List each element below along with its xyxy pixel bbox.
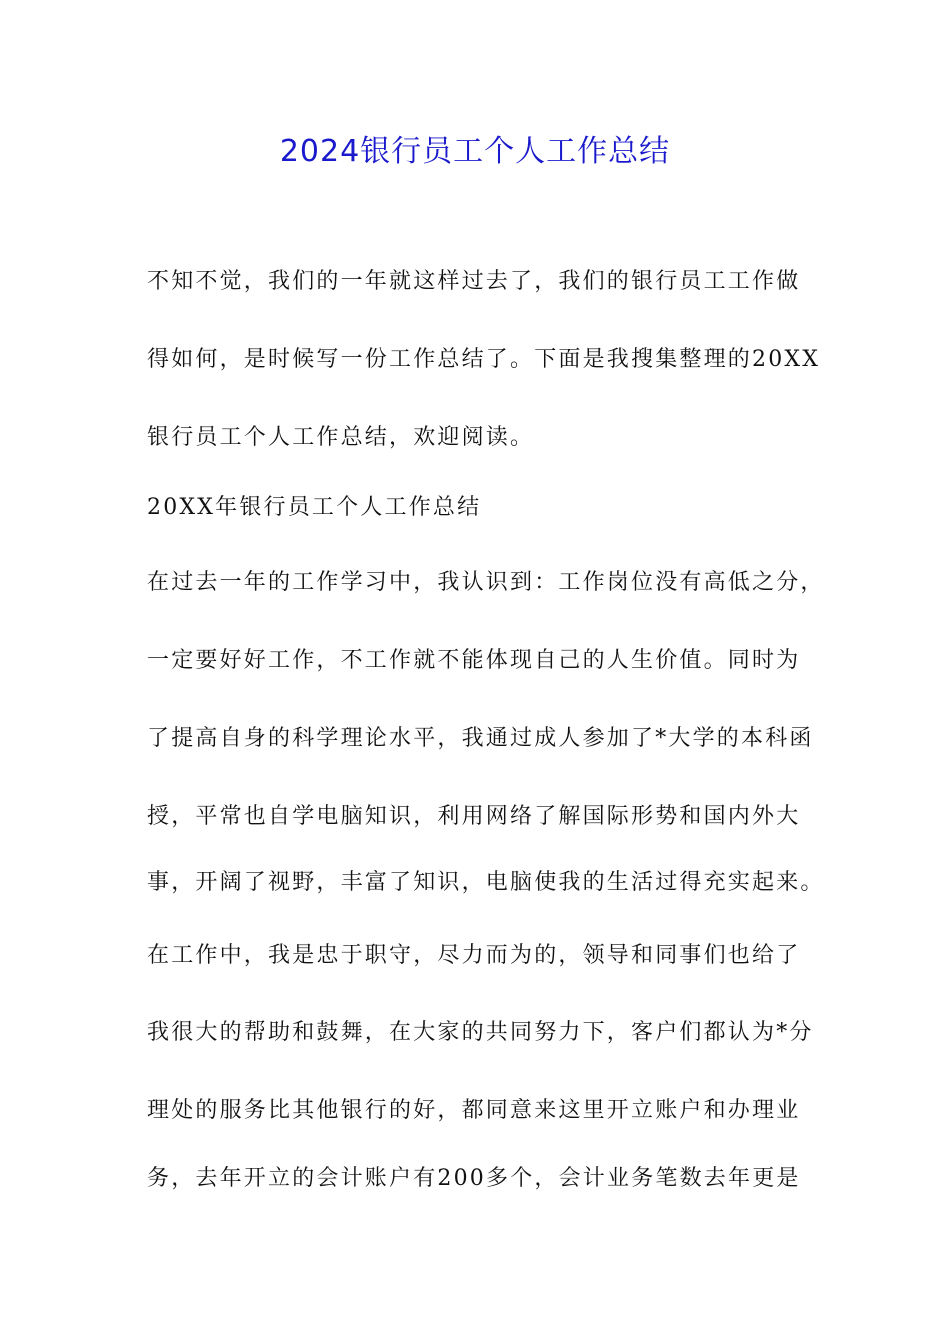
text-line: 事，开阔了视野，丰富了知识，电脑使我的生活过得充实起来。	[147, 870, 825, 895]
text-line: 了提高自身的科学理论水平，我通过成人参加了*大学的本科函	[147, 726, 814, 751]
document-title: 2024银行员工个人工作总结	[279, 134, 671, 169]
text-line: 授，平常也自学电脑知识，利用网络了解国际形势和国内外大	[147, 804, 801, 829]
section-heading: 20XX年银行员工个人工作总结	[147, 495, 482, 520]
text-line: 不知不觉，我们的一年就这样过去了，我们的银行员工工作做	[147, 269, 801, 294]
text-line: 一定要好好工作，不工作就不能体现自己的人生价值。同时为	[147, 648, 801, 673]
text-line: 得如何，是时候写一份工作总结了。下面是我搜集整理的20XX	[147, 347, 821, 372]
text-line: 我很大的帮助和鼓舞，在大家的共同努力下，客户们都认为*分	[147, 1020, 814, 1045]
text-line: 务，去年开立的会计账户有200多个，会计业务笔数去年更是	[147, 1166, 801, 1191]
text-line: 在过去一年的工作学习中，我认识到：工作岗位没有高低之分，	[147, 570, 825, 595]
text-line: 银行员工个人工作总结，欢迎阅读。	[147, 425, 535, 450]
text-line: 理处的服务比其他银行的好，都同意来这里开立账户和办理业	[147, 1098, 801, 1123]
text-line: 在工作中，我是忠于职守，尽力而为的，领导和同事们也给了	[147, 943, 801, 968]
